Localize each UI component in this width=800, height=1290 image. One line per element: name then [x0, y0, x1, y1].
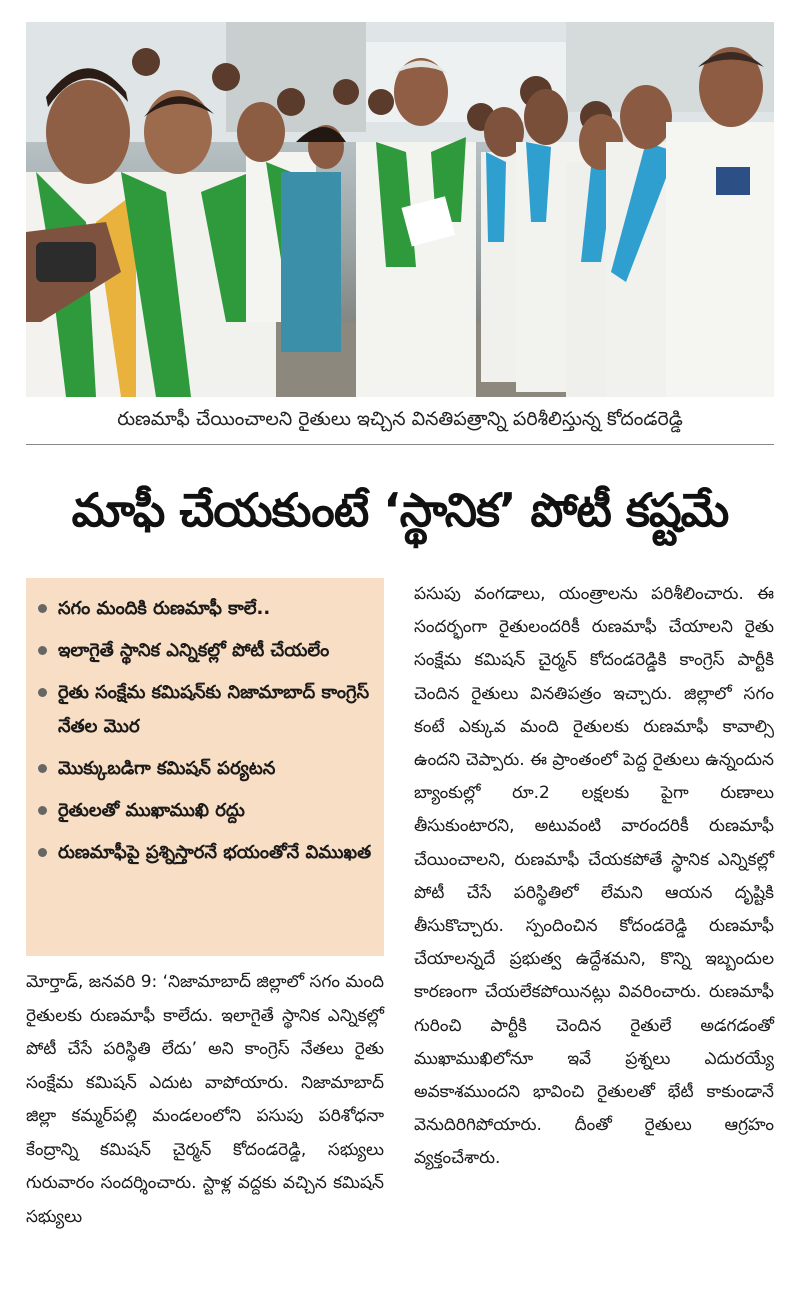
headline: మాఫీ చేయకుంటే ‘స్థానిక’ పోటీ కష్టమే: [71, 483, 729, 537]
photo-caption: రుణమాఫీ చేయించాలని రైతులు ఇచ్చిన వినతిపత్రాన్ని పరిశీలిస్తున్న కోదండరెడ్డి: [117, 408, 683, 430]
bullet-icon: [38, 604, 47, 613]
highlight-text: రైతులతో ముఖాముఖి రద్దు: [58, 800, 245, 821]
highlight-item: [34, 836, 376, 870]
highlight-text: రైతు సంక్షేమ కమిషన్‌కు నిజామాబాద్ కాంగ్రెస్ నేతల మొర: [58, 682, 370, 737]
bullet-icon: [38, 646, 47, 655]
highlight-item: [34, 634, 376, 668]
highlight-item: [34, 592, 376, 626]
bullet-icon: [38, 764, 47, 773]
bullet-icon: [38, 848, 47, 857]
news-photo-farmers-meeting-icon: [26, 22, 774, 397]
news-photo: [26, 22, 774, 397]
bullet-icon: [38, 806, 47, 815]
highlight-text: మొక్కుబడిగా కమిషన్ పర్యటన: [58, 758, 276, 779]
highlight-text: ఇలాగైతే స్థానిక ఎన్నికల్లో పోటీ చేయలేం: [58, 640, 330, 661]
article-body-right: పసుపు వంగడాలు, యంత్రాలను పరిశీలించారు. ఈ సందర్భంగా రైతులందరికీ రుణమాఫీ చేయాలని రైతు సంక్షేమ కమిషన్ చైర్మన్ కోదండరెడ్డికి కాంగ్రెస్ పార్టీకి చెందిన రైతులు వినతిపత్రం ఇచ్చారు. జిల్లాలో సగం కంటే ఎక్కువ మంది రైతులకు రుణమాఫీ కావాల్సి ఉందని చెప్పారు. ఈ ప్రాంతంలో పెద్ద రైతులు ఉన్నందున బ్యాంకుల్లో రూ.2 లక్షలకు పైగా రుణాలు తీసుకుంటారని, అటువంటి వారందరికీ రుణమాఫీ చేయించాలని, రుణమాఫీ చేయకపోతే స్థానిక ఎన్నికల్లో పోటీ చేసే పరిస్థితిలో లేమని ఆయన దృష్టికి తీసుకొచ్చారు. స్పందించిన కోదండరెడ్డి రుణమాఫీ చేయాలన్నదే ప్రభుత్వ ఉద్దేశమని, కొన్ని ఇబ్బందుల కారణంగా చేయలేకపోయినట్లు వివరించారు. రుణమాఫీ గురించి పార్టీకి చెందిన రైతులే అడగడంతో ముఖాముఖిలోనూ ఇవే ప్రశ్నలు ఎదురయ్యే అవకాశముందని భావించి రైతులతో భేటీ కాకుండానే వెనుదిరిగిపోయారు. దీంతో రైతులు ఆగ్రహం వ్యక్తంచేశారు.: [414, 584, 774, 1169]
caption-divider: [26, 444, 774, 445]
highlights-box: [26, 578, 384, 956]
highlight-item: [34, 794, 376, 828]
highlight-text: సగం మందికి రుణమాఫీ కాలే..: [58, 598, 271, 619]
highlight-text: రుణమాఫీపై ప్రశ్నిస్తారనే భయంతోనే విముఖత: [58, 842, 372, 863]
highlight-item: [34, 752, 376, 786]
highlight-item: [34, 676, 376, 744]
article-body-left: మోర్తాడ్, జనవరి 9: ‘నిజామాబాద్ జిల్లాలో సగం మంది రైతులకు రుణమాఫీ కాలేదు. ఇలాగైతే స్థానిక ఎన్నికల్లో పోటీ చేసే పరిస్థితి లేదు’ అని కాంగ్రెస్ నేతలు రైతు సంక్షేమ కమిషన్ ఎదుట వాపోయారు. నిజామాబాద్ జిల్లా కమ్మర్‌పల్లి మండలంలోని పసుపు పరిశోధనా కేంద్రాన్ని కమిషన్ చైర్మన్ కోదండరెడ్డి, సభ్యులు గురువారం సందర్శించారు. స్టాళ్ల వద్దకు వచ్చిన కమిషన్ సభ్యులు: [26, 972, 384, 1227]
bullet-icon: [38, 688, 47, 697]
